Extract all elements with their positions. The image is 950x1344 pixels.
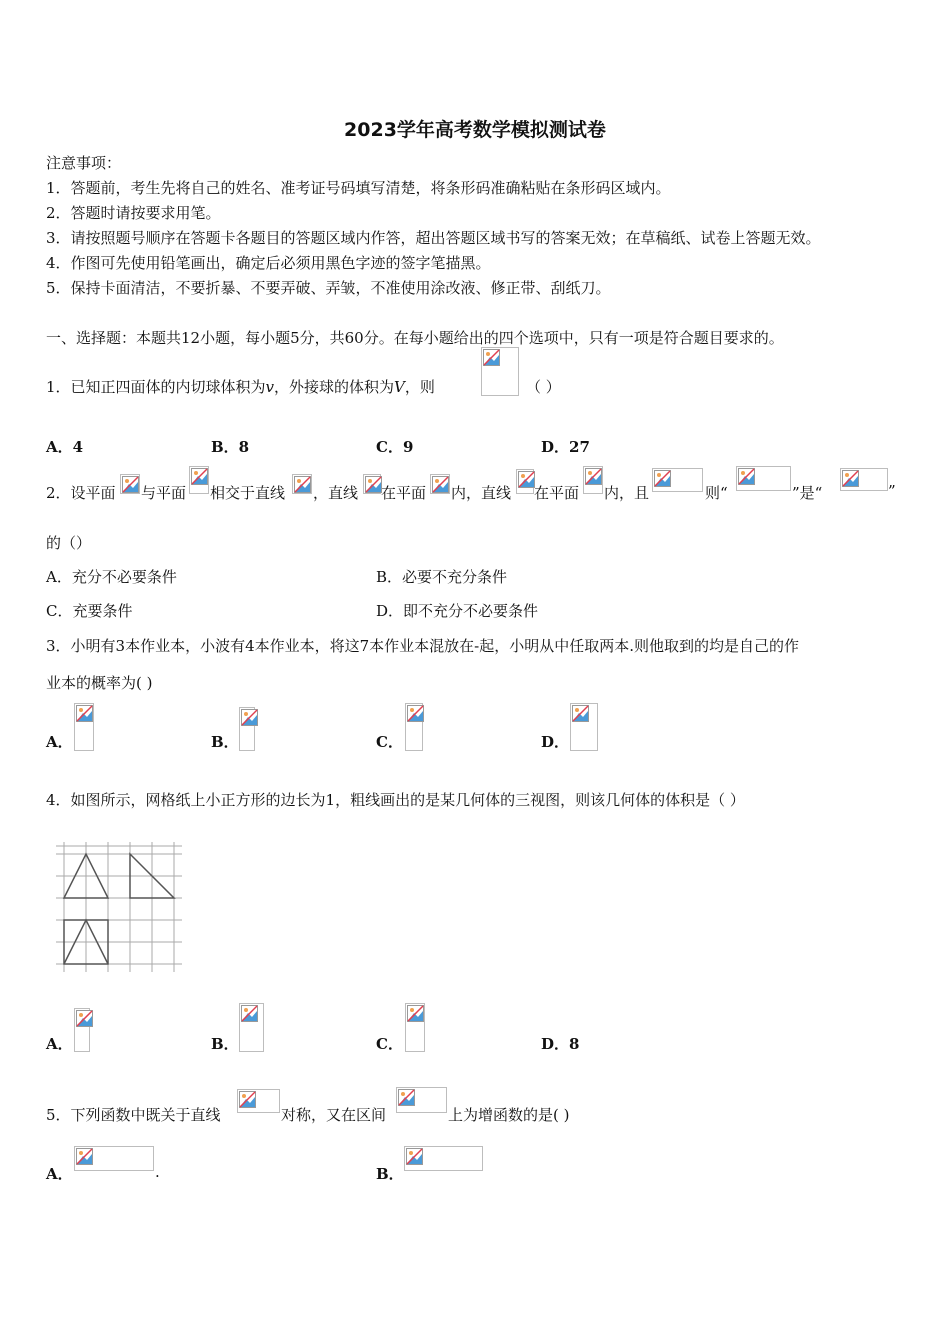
formula-image: [481, 347, 519, 396]
broken-image-icon: [483, 349, 500, 366]
broken-image-icon: [76, 705, 93, 722]
q4-text: 4．如图所示，网格纸上小正方形的边长为1，粗线画出的是某几何体的三视图，则该几何体的体积是（ ）: [46, 791, 745, 809]
formula-image: [840, 468, 888, 491]
q2-text: ”: [888, 482, 896, 500]
broken-image-icon: [654, 470, 671, 487]
broken-image-icon: [365, 476, 382, 493]
notice-heading: 注意事项：: [46, 154, 122, 172]
option-c: C．充要条件: [46, 602, 133, 620]
broken-image-icon: [122, 476, 139, 493]
formula-image: [189, 466, 209, 494]
option-d: D．8: [541, 1035, 580, 1053]
option-b: B．: [211, 733, 239, 751]
formula-image: [652, 468, 703, 492]
q2-text: 在平面: [381, 484, 427, 502]
q5-text: 5．下列函数中既关于直线: [46, 1106, 221, 1124]
var-V: V: [394, 378, 405, 396]
q1-text: 1．已知正四面体的内切球体积为: [46, 378, 266, 396]
q2-text: 与平面: [141, 484, 187, 502]
formula-image: [74, 1146, 154, 1171]
q1-text: ，则: [404, 378, 435, 396]
option-b: B．: [376, 1165, 404, 1183]
broken-image-icon: [294, 476, 311, 493]
formula-image: [74, 703, 94, 751]
formula-image: [405, 1003, 425, 1052]
notice-item: 1．答题前，考生先将自己的姓名、准考证号码填写清楚，将条形码准确粘贴在条形码区域内。: [46, 179, 671, 197]
broken-image-icon: [407, 1005, 424, 1022]
q5-text: 对称，又在区间: [281, 1106, 387, 1124]
option-b: B．: [211, 1035, 239, 1053]
q3-line1: 3．小明有3本作业本，小波有4本作业本，将这7本作业本混放在-起，小明从中任取两本.则他取到的均是自己的作: [46, 637, 800, 655]
formula-image: [74, 1008, 90, 1052]
formula-image: [404, 1146, 483, 1171]
q2-text: 内，直线: [451, 484, 512, 502]
option-a: A．4: [46, 438, 84, 456]
notice-item: 4．作图可先使用铅笔画出，确定后必须用黑色字迹的签字笔描黑。: [46, 254, 491, 272]
option-b: B．8: [211, 438, 250, 456]
broken-image-icon: [585, 468, 602, 485]
option-d: D．: [541, 733, 570, 751]
q2-line2: 的（）: [46, 534, 92, 552]
broken-image-icon: [572, 705, 589, 722]
broken-image-icon: [241, 709, 258, 726]
q2-text: 相交于直线: [210, 484, 286, 502]
broken-image-icon: [191, 468, 208, 485]
broken-image-icon: [239, 1091, 256, 1108]
option-d: D．即不充分不必要条件: [376, 602, 539, 620]
notice-item: 3．请按照题号顺序在答题卡各题目的答题区域内作答，超出答题区域书写的答案无效；在草稿纸、试卷上答题无效。: [46, 229, 821, 247]
broken-image-icon: [432, 476, 449, 493]
formula-image: [237, 1089, 280, 1113]
option-a-tail: .: [155, 1163, 160, 1181]
q2-text: 在平面: [534, 484, 580, 502]
formula-image: [396, 1087, 447, 1113]
formula-image: [736, 466, 791, 491]
broken-image-icon: [407, 705, 424, 722]
option-c: C．9: [376, 438, 414, 456]
q2-text: 2．设平面: [46, 484, 116, 502]
q2-text: ，直线: [313, 484, 359, 502]
formula-image: [430, 474, 450, 494]
option-c: C．: [376, 1035, 403, 1053]
formula-image: [516, 469, 534, 494]
broken-image-icon: [398, 1089, 415, 1106]
broken-image-icon: [76, 1010, 93, 1027]
q2-text: 内，且: [604, 484, 650, 502]
broken-image-icon: [406, 1148, 423, 1165]
option-c: C．: [376, 733, 403, 751]
option-a: A．: [46, 1165, 73, 1183]
q3-line2: 业本的概率为( ): [46, 674, 153, 692]
option-d: D．27: [541, 438, 590, 456]
q2-text: ”是“: [792, 484, 823, 502]
option-b: B．必要不充分条件: [376, 568, 508, 586]
q1-text: ，外接球的体积为: [274, 378, 395, 396]
option-a: A．充分不必要条件: [46, 568, 177, 586]
q2-text: 则“: [705, 484, 728, 502]
formula-image: [405, 703, 423, 751]
formula-image: [570, 703, 598, 751]
broken-image-icon: [842, 470, 859, 487]
var-v: v: [265, 378, 275, 396]
q5-text: 上为增函数的是( ): [448, 1106, 570, 1124]
notice-item: 5．保持卡面清洁，不要折暴、不要弄破、弄皱，不准使用涂改液、修正带、刮纸刀。: [46, 279, 611, 297]
formula-image: [239, 1003, 264, 1052]
formula-image: [120, 474, 140, 494]
formula-image: [583, 466, 603, 494]
formula-image: [292, 474, 312, 494]
section-heading: 一、选择题：本题共12小题，每小题5分，共60分。在每小题给出的四个选项中，只有一项是符合题目要求的。: [46, 329, 784, 347]
q1-tail: （ ）: [526, 378, 561, 396]
option-a: A．: [46, 1035, 73, 1053]
formula-image: [239, 707, 255, 751]
question-1: [46, 376, 435, 397]
broken-image-icon: [241, 1005, 258, 1022]
page-title: 2023学年高考数学模拟测试卷: [344, 119, 606, 141]
option-a: A．: [46, 733, 73, 751]
formula-image: [363, 474, 381, 494]
notice-item: 2．答题时请按要求用笔。: [46, 204, 221, 222]
broken-image-icon: [518, 471, 535, 488]
broken-image-icon: [76, 1148, 93, 1165]
broken-image-icon: [738, 468, 755, 485]
three-view-figure: [52, 838, 186, 974]
